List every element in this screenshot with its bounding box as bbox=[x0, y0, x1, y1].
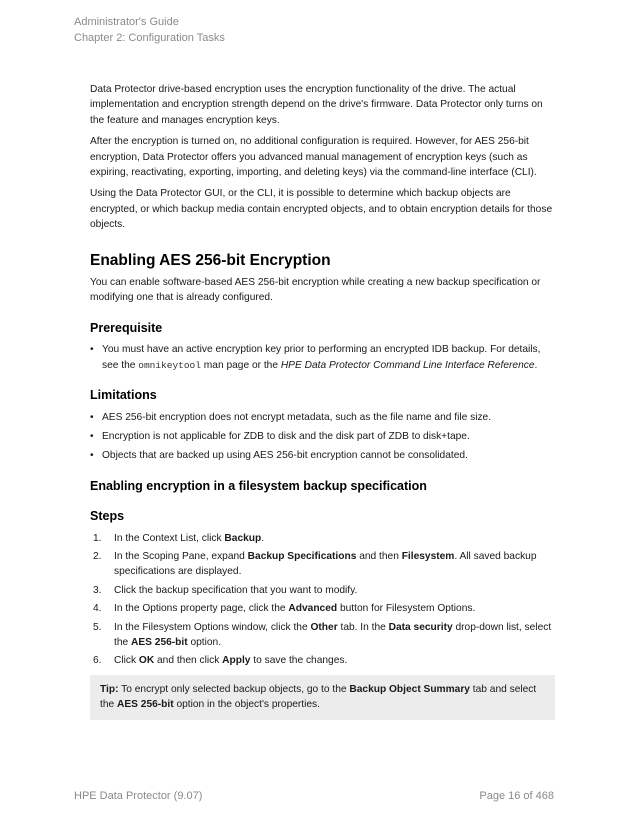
tip-text: tab and select the bbox=[100, 683, 537, 711]
footer-page-number: Page 16 of 468 bbox=[479, 790, 554, 802]
list-item bbox=[90, 410, 555, 425]
step-text: and then bbox=[356, 550, 402, 562]
limitation-text: Encryption is not applicable for ZDB to disk and the disk part of ZDB to disk+tape. bbox=[102, 430, 470, 442]
step-text: to save the changes. bbox=[250, 655, 348, 667]
step-text: option. bbox=[187, 636, 222, 648]
step-item bbox=[90, 620, 555, 651]
ui-term: OK bbox=[138, 655, 155, 667]
subsection-heading: Enabling encryption in a filesystem backup specification bbox=[90, 478, 427, 493]
step-item bbox=[90, 531, 555, 546]
list-item bbox=[90, 448, 555, 463]
section-description: You can enable software-based AES 256-bit encryption while creating a new backup specification or modifying one that is already configured. bbox=[90, 277, 541, 304]
step-number: 3. bbox=[93, 584, 102, 596]
step-number: 5. bbox=[93, 621, 102, 633]
step-number: 2. bbox=[93, 550, 102, 562]
bullet-icon: • bbox=[90, 450, 94, 462]
command-name: omnikeytool bbox=[138, 359, 201, 371]
step-text: In the Scoping Pane, expand bbox=[114, 550, 248, 562]
page-content bbox=[90, 82, 555, 720]
prerequisite-text-start: You must have an active encryption key prior to performing an encrypted IDB backup. For details, see the bbox=[102, 344, 541, 371]
ui-term: Backup Object Summary bbox=[349, 683, 470, 695]
list-item bbox=[90, 342, 555, 373]
bullet-icon: • bbox=[90, 430, 94, 442]
step-text: . All saved backup specifications are displayed. bbox=[114, 550, 537, 578]
reference-title: HPE Data Protector Command Line Interface Reference bbox=[280, 359, 535, 371]
step-number: 1. bbox=[93, 532, 102, 544]
ui-term: AES 256-bit bbox=[117, 699, 174, 711]
step-text: and then click bbox=[154, 655, 223, 667]
ui-term: Backup Specifications bbox=[247, 550, 357, 562]
tip-box bbox=[90, 675, 555, 720]
step-text: In the Context List, click bbox=[114, 532, 225, 544]
prerequisite-list bbox=[90, 342, 555, 373]
step-text: tab. In the bbox=[337, 621, 389, 633]
limitation-text: Objects that are backed up using AES 256-bit encryption cannot be consolidated. bbox=[102, 450, 468, 462]
prerequisite-heading: Prerequisite bbox=[90, 320, 163, 335]
step-text: drop-down list, select the bbox=[114, 621, 552, 648]
step-number: 4. bbox=[93, 603, 102, 615]
list-item bbox=[90, 429, 555, 444]
limitations-list bbox=[90, 410, 555, 464]
footer-product: HPE Data Protector (9.07) bbox=[74, 790, 203, 802]
step-text: In the Filesystem Options window, click the bbox=[114, 621, 311, 633]
intro-paragraph-1: Data Protector drive-based encryption uses the encryption functionality of the drive. The actual implementation and encryption strength depend on the drive's firmware. Data Protector only turns on the feature and manages encryption keys. bbox=[90, 84, 543, 126]
limitations-heading: Limitations bbox=[90, 388, 157, 403]
steps-heading: Steps bbox=[90, 509, 125, 524]
running-header bbox=[74, 14, 225, 46]
tip-text: To encrypt only selected backup objects, go to the bbox=[118, 683, 350, 695]
steps-list bbox=[90, 531, 555, 669]
step-item bbox=[90, 653, 555, 668]
step-text: In the Options property page, click the bbox=[114, 603, 289, 615]
step-text: Click the backup specification that you want to modify. bbox=[114, 584, 358, 596]
step-item bbox=[90, 583, 555, 598]
intro-paragraph-3: Using the Data Protector GUI, or the CLI, it is possible to determine which backup objects are encrypted, or which backup media contain encrypted objects, and to obtain encryption details for those objects. bbox=[90, 188, 553, 231]
chapter-title: Chapter 2: Configuration Tasks bbox=[74, 32, 225, 44]
ui-term: Other bbox=[310, 621, 338, 633]
step-text: button for Filesystem Options. bbox=[337, 603, 476, 615]
bullet-icon: • bbox=[90, 344, 94, 356]
ui-term: Backup bbox=[224, 532, 262, 544]
limitation-text: AES 256-bit encryption does not encrypt metadata, such as the file name and file size. bbox=[102, 411, 492, 423]
step-item bbox=[90, 601, 555, 616]
step-item bbox=[90, 549, 555, 580]
tip-text: option in the object's properties. bbox=[173, 699, 320, 711]
step-text: Click bbox=[114, 655, 139, 667]
guide-title: Administrator's Guide bbox=[74, 16, 179, 28]
prerequisite-text-end: . bbox=[534, 359, 538, 371]
tip-label: Tip: bbox=[100, 683, 119, 695]
ui-term: Data security bbox=[388, 621, 453, 633]
section-heading: Enabling AES 256-bit Encryption bbox=[90, 251, 331, 269]
intro-paragraph-2: After the encryption is turned on, no additional configuration is required. However, for AES 256-bit encryption, Data Protector offers you advanced manual management of encryption keys (such as expiring, reactivating, exporting, importing, and deleting keys) via the command-line interface (CLI). bbox=[90, 136, 537, 179]
ui-term: Filesystem bbox=[401, 550, 455, 562]
step-number: 6. bbox=[93, 655, 102, 667]
ui-term: Apply bbox=[222, 655, 251, 667]
prerequisite-text-middle: man page or the bbox=[200, 359, 281, 371]
step-text: . bbox=[261, 532, 265, 544]
ui-term: Advanced bbox=[288, 603, 338, 615]
bullet-icon: • bbox=[90, 411, 94, 423]
ui-term: AES 256-bit bbox=[131, 636, 188, 648]
